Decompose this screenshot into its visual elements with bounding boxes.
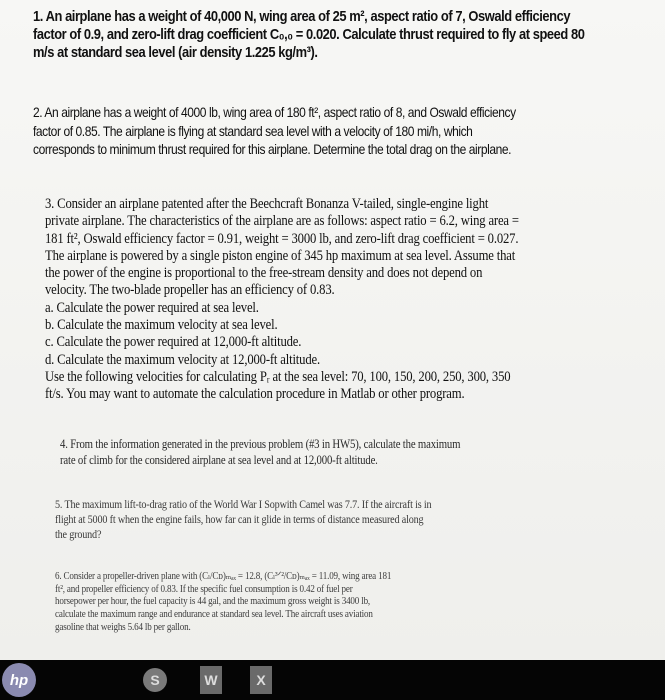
problem-3: 3. Consider an airplane patented after the Beechcraft Bonanza V-tailed, single-engine light private airplane. The characteristics of the airplane are as follows: aspect ratio = 6.2, wing area = 181 ft², Oswald efficiency factor = 0.91, weight = 3000 lb, and zero-lift drag coefficient = 0.027. The airplane is powered by a single piston engine of 345 hp maximum at sea level. Assume that the power of the engine is proportional to the free-stream density and does not depend on velocity. The two-blade propeller has an efficiency of 0.83. a. Calculate the power required at sea level. b. Calculate the maximum velocity at sea level. c. Calculate the power required at 12,000-ft altitude. d. Calculate the maximum velocity at 12,000-ft altitude. Use the following velocities for calculating Pᵣ at the sea level: 70, 100, 150, 200, 250, 300, 350 ft/s. You may want to automate the calculation procedure in Matlab or other program. <box>45 196 519 403</box>
problem-2: 2. An airplane has a weight of 4000 lb, wing area of 180 ft², aspect ratio of 8, and Oswald efficiency factor of 0.85. The airplane is flying at standard sea level with a velocity of 180 mi/h, which corresponds to minimum thrust required for this airplane. Determine the total drag on the airplane. <box>33 104 516 157</box>
word-icon[interactable]: W <box>200 666 222 694</box>
problem-1: 1. An airplane has a weight of 40,000 N, wing area of 25 m², aspect ratio of 7, Oswald efficiency factor of 0.9, and zero-lift drag coefficient C₀,₀ = 0.020. Calculate thrust required to fly at speed 80 m/s at standard sea level (air density 1.225 kg/m³). <box>33 8 585 61</box>
skype-icon[interactable]: S <box>143 668 167 692</box>
problem-6: 6. Consider a propeller-driven plane with (Cₗ/Cᴅ)ₘₐₓ = 12.8, (Cₗ³ᐟ²/Cᴅ)ₘₐₓ = 11.09, wing area 181 ft², and propeller efficiency of 0.83. If the specific fuel consumption is 0.42 of fuel per horsepower per hour, the fuel capacity is 44 gal, and the maximum gross weight is 3400 lb, calculate the maximum range and endurance at standard sea level. The aircraft uses aviation gasoline that weighs 5.64 lb per gallon. <box>55 571 392 633</box>
problem-5: 5. The maximum lift-to-drag ratio of the World War I Sopwith Camel was 7.7. If the aircraft is in flight at 5000 ft when the engine fails, how far can it glide in terms of distance measured along the ground? <box>55 497 432 541</box>
hp-logo-icon[interactable]: hp <box>2 663 36 697</box>
problem-4: 4. From the information generated in the previous problem (#3 in HW5), calculate the maximum rate of climb for the considered airplane at sea level and at 12,000-ft altitude. <box>60 437 461 467</box>
taskbar <box>0 660 665 700</box>
excel-icon[interactable]: X <box>250 666 272 694</box>
